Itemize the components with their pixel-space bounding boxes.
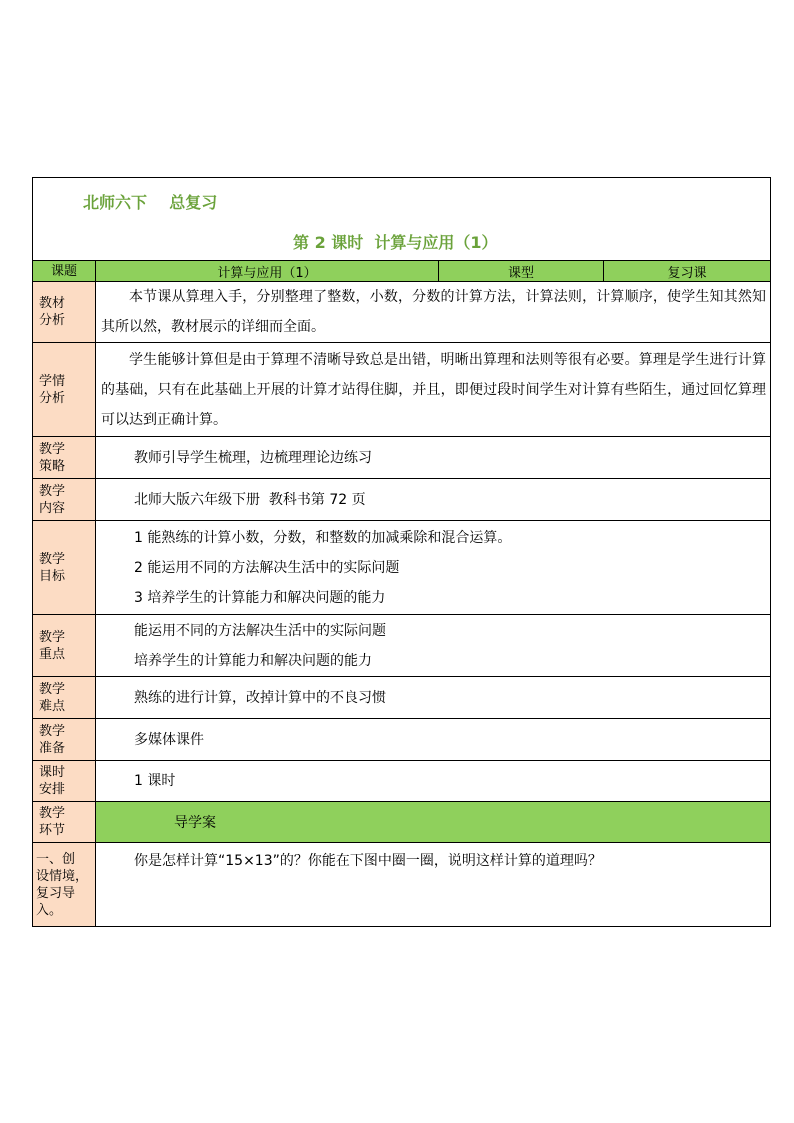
strategy-text: 教师引导学生梳理，边梳理理论边练习 <box>134 449 372 466</box>
goal-item: 2 能运用不同的方法解决生活中的实际问题 <box>134 559 400 576</box>
goals-label: 教学 目标 <box>33 521 96 615</box>
schedule-label: 课时 安排 <box>33 761 96 802</box>
difficulties-text: 熟练的进行计算，改掉计算中的不良习惯 <box>134 689 386 706</box>
material-label: 教材 分析 <box>33 282 96 343</box>
phase-row <box>33 802 771 843</box>
goal-item: 1 能熟练的计算小数，分数，和整数的加减乘除和混合运算。 <box>134 529 512 546</box>
phase-text: 导学案 <box>96 802 771 843</box>
lesson-type-value: 复习课 <box>604 261 771 282</box>
preparation-text: 多媒体课件 <box>134 731 204 748</box>
document-title: 北师六下 总复习 <box>83 193 218 212</box>
goals-row <box>33 521 771 615</box>
key-point-item: 能运用不同的方法解决生活中的实际问题 <box>134 622 386 639</box>
schedule-row <box>33 761 771 802</box>
students-text: 学生能够计算但是由于算理不清晰导致总是出错，明晰出算理和法则等很有必要。算理是学生进行计算的基础，只有在此基础上开展的计算才站得住脚，并且，即便过段时间学生对计算有些陌生，通过回忆算理可以达到正确计算。 <box>96 343 771 437</box>
students-row <box>33 343 771 437</box>
students-label: 学情 分析 <box>33 343 96 437</box>
preparation-row <box>33 719 771 761</box>
content-text: 北师大版六年级下册 教科书第 72 页 <box>134 491 366 508</box>
topic-value: 计算与应用（1） <box>96 261 439 282</box>
key-points-row <box>33 615 771 677</box>
key-points-label: 教学 重点 <box>33 615 96 677</box>
lesson-subtitle: 第 2 课时 计算与应用（1） <box>293 233 498 252</box>
intro-text: 你是怎样计算“15×13”的？你能在下图中圈一圈，说明这样计算的道理吗？ <box>134 853 602 869</box>
content-label: 教学 内容 <box>33 479 96 521</box>
goal-item: 3 培养学生的计算能力和解决问题的能力 <box>134 589 386 606</box>
phase-label: 教学 环节 <box>33 802 96 843</box>
lesson-plan-table <box>32 177 771 927</box>
difficulties-row <box>33 677 771 719</box>
topic-row <box>33 261 771 282</box>
key-point-item: 培养学生的计算能力和解决问题的能力 <box>134 652 372 669</box>
lesson-type-label: 课型 <box>439 261 604 282</box>
intro-row <box>33 843 771 927</box>
schedule-text: 1 课时 <box>134 773 176 789</box>
intro-label: 一、创 设情境， 复习导 入。 <box>33 843 96 927</box>
topic-label: 课题 <box>33 261 96 282</box>
strategy-row <box>33 437 771 479</box>
strategy-label: 教学 策略 <box>33 437 96 479</box>
difficulties-label: 教学 难点 <box>33 677 96 719</box>
content-row <box>33 479 771 521</box>
title-cell <box>33 178 771 261</box>
material-row <box>33 282 771 343</box>
title-row <box>33 178 771 261</box>
material-text: 本节课从算理入手，分别整理了整数，小数，分数的计算方法，计算法则，计算顺序，使学生知其然知其所以然，教材展示的详细而全面。 <box>96 282 771 343</box>
preparation-label: 教学 准备 <box>33 719 96 761</box>
